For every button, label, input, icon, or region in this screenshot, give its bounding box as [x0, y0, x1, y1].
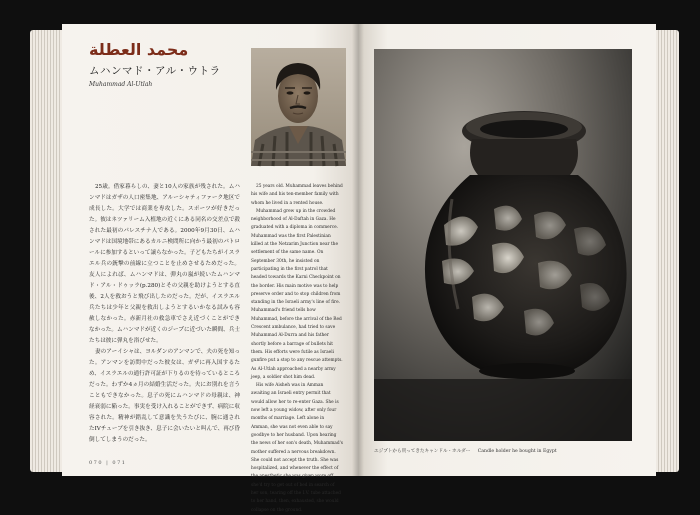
candle-holder-photo — [374, 49, 632, 441]
japanese-text-column — [89, 182, 240, 454]
page-edges-left — [30, 30, 64, 472]
portrait-photo — [251, 48, 346, 166]
english-paragraph: Muhammad grew up in the crowded neighborhood of Al-Daftah in Gaza. He graduated with a diploma in commerce. Muhammad was the first Palestinian killed at the Netzarim Junction near the settlement of the same name. On September 30th, he insisted on participating in the first patrol that headed towards the Karni Checkpoint on the border. His main motive was to help preserve order and to stop children from standing in the Israeli army's line of fire. Muhammad's friend tells how Muhammad, before the arrival of the Red Crescent ambulance, had tried to save Muhammad Al-Durra and his father shortly before a barrage of bullets hit them. His efforts were futile as Israeli gunfire put a stop to any rescue attempts. As Al-Utlah approached a nearby army jeep, a soldier shot him dead. — [251, 208, 343, 380]
book-gutter — [352, 24, 364, 476]
japanese-paragraph: 妻のアーイシャは、ヨルダンのアンマンで、夫の死を知った。アンマンを訪問中だった彼女は、ガザに再入国するため、イスラエルの通行許可証が下りるのを待っているところだった。わずか4ヵ月の結婚生活だった。夫にお別れを言うこともできなかった。息子の死にムハンマドの母親は、神経衰弱に陥った。事実を受け入れることができず、病院に収容された。精神が錯乱して意識を失うたびに、腕に通されたIVチューブを引き抜き、息子に会いたいと叫んで、再び昏倒してしまうのだった。 — [89, 349, 240, 443]
english-text-column — [251, 183, 343, 513]
caption-japanese: エジプトから買ってきたキャンドル・ホルダー — [374, 449, 471, 454]
caption-english: Candle holder he bought in Egypt — [477, 449, 557, 454]
page-edges-right — [653, 30, 679, 472]
japanese-name: ムハンマド・アル・ウトラ — [89, 65, 221, 77]
photo-caption — [374, 448, 632, 454]
english-paragraph: His wife Aisheh was in Amman awaiting an Israeli entry permit that would allow her to re-enter Gaza. She is now left a young widow, after only four months of marriage. Left alone in Amman, she was not even able to say goodbye to her husband. Upon hearing the news of her son's death, Muhammad's mother suffered a nervous breakdown. She could not accept the truth. She was hospitalized, and whenever the effect of the anesthetic she was given wore off, she'd try to get out of bed in search of her son, tearing off the I.V. tube attached to her hand, then, exhausted, she would collapse on the ground. — [251, 383, 343, 513]
english-paragraph: 25 years old. Muhammad leaves behind his wife and his ten-member family with whom he lived in a rented house. — [251, 184, 343, 206]
arabic-name: محمد العطلة — [89, 40, 189, 59]
page-numbers: 070 | 071 — [89, 460, 127, 466]
roman-name: Muhammad Al-Utlah — [89, 81, 153, 88]
japanese-paragraph: 25歳。借家暮らしの、妻と10人の家族が残された。ムハンマドはガザの人口密集地、アルーシャティファーク地区で成長した。大学では商業を専攻した。スポーツが好きだった。彼はネツァリーム入植地の近くにある同名の交差点で殺された最初のパレスチナ人である。2000年9月30日、ムハンマドは国境地帯にあるカルニ検問所に向かう最初のパトロールに参加するといって譲らなかった。子どもたちがイスラエル兵の銃撃の前線に立つことを止めさせるためだった。友人によれば、ムハンマドは、弾丸の嵐が続いたムハンマド・アル・ドゥッラ(p.280)とその父親を助けようとする直後、2人を救おうと飛び出したのだった。だが、イスラエル兵たちは少年と父親を救出しようとするいかなる試みも容赦しなかった。赤新月社の救急車でさえ近づくことができなかった。ムハンマドが近くのジープに近づいた瞬間、兵士たちは彼に弾丸を浴びせた。 — [89, 184, 240, 344]
